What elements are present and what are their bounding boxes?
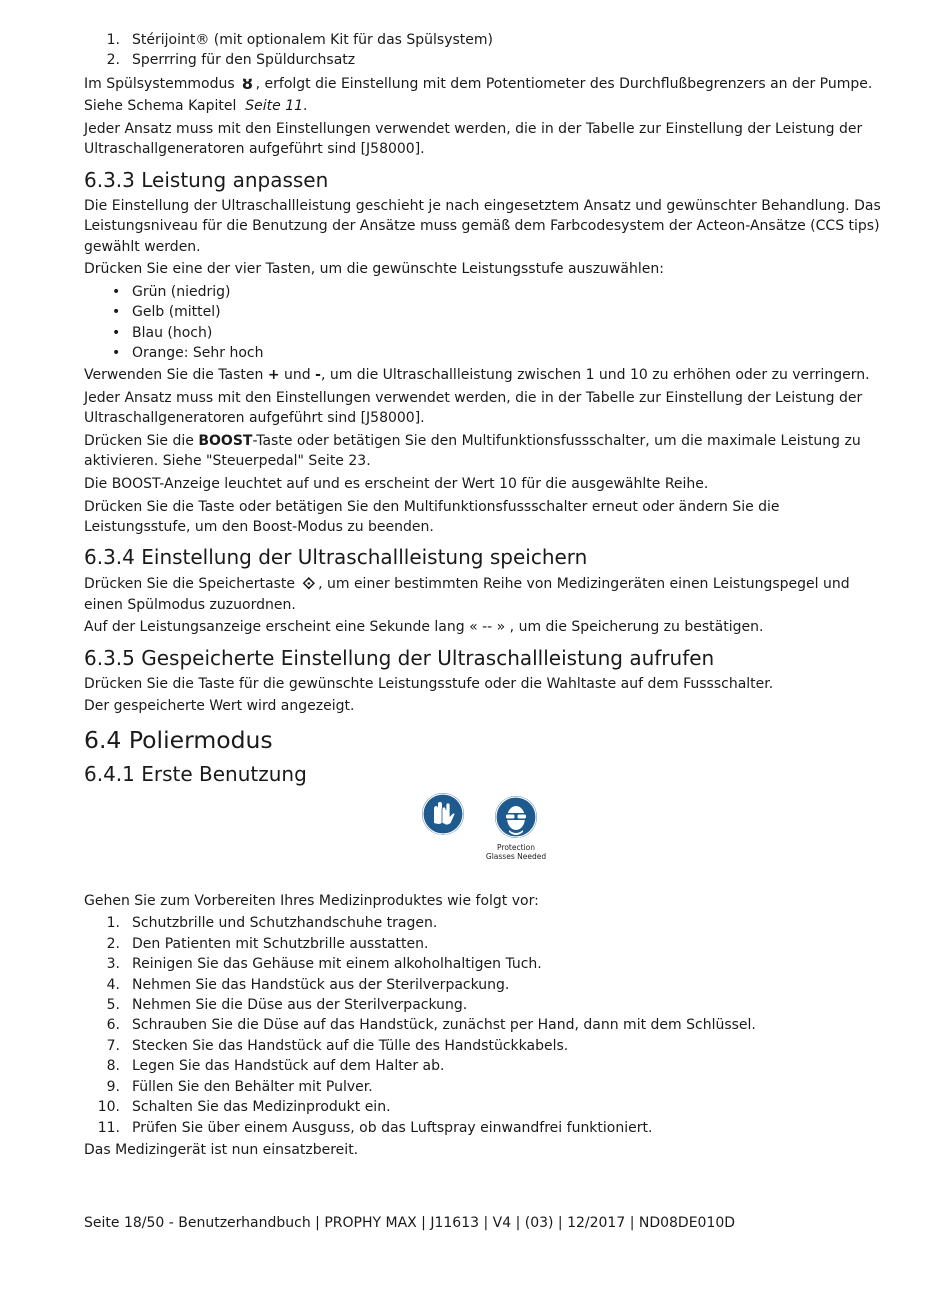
bullet-icon: • <box>112 345 121 362</box>
list-text: Den Patienten mit Schutzbrille ausstatten. <box>132 935 429 952</box>
list-item <box>84 1077 884 1097</box>
list-number: 1. <box>106 32 120 48</box>
list-text: Sperrring für den Spüldurchsatz <box>132 52 356 69</box>
list-item <box>84 1036 884 1056</box>
list-number: 4. <box>106 976 120 993</box>
icon-caption <box>481 843 551 861</box>
list-item <box>84 913 884 933</box>
list-text: Gelb (mittel) <box>132 304 221 321</box>
text: , um die Ultraschallleistung zwischen 1 und 10 zu erhöhen oder zu verringern. <box>320 367 870 384</box>
section-heading-6-3-5: 6.3.5 Gespeicherte Einstellung der Ultraschallleistung aufrufen <box>84 645 715 670</box>
bullet-icon: • <box>112 324 121 341</box>
list-text: Prüfen Sie über einem Ausguss, ob das Luftspray einwandfrei funktioniert. <box>132 1119 653 1136</box>
list-text: Blau (hoch) <box>132 324 213 341</box>
text: . <box>303 98 308 115</box>
list-number: 2. <box>106 935 120 952</box>
list-item <box>84 995 884 1015</box>
list-number: 10. <box>97 1099 120 1116</box>
text: , um einer bestimmten Reihe von Medizingeräten einen Leistungspegel und einen Spülmodus zuzuordnen. <box>84 576 850 613</box>
list-number: 7. <box>106 1037 120 1054</box>
list-item <box>84 1015 884 1035</box>
text: Drücken Sie die <box>84 433 194 450</box>
list-number: 11. <box>97 1119 120 1136</box>
list-number: 5. <box>106 997 120 1014</box>
boost-key: BOOST <box>198 433 253 450</box>
list-number: 6. <box>106 1017 120 1034</box>
paragraph-plus-minus <box>84 365 884 385</box>
list-item <box>84 30 884 50</box>
list-text: Schrauben Sie die Düse auf das Handstück, zunächst per Hand, dann mit dem Schlüssel. <box>132 1017 756 1034</box>
list-number: 8. <box>106 1058 120 1075</box>
list-item <box>84 1097 884 1117</box>
list-item <box>84 323 884 343</box>
caption-line: Protection <box>497 842 535 852</box>
list-text: Nehmen Sie das Handstück aus der Sterilverpackung. <box>132 976 510 993</box>
list-text: Füllen Sie den Behälter mit Pulver. <box>132 1078 373 1095</box>
list-text: Schalten Sie das Medizinprodukt ein. <box>132 1099 391 1116</box>
paragraph: Das Medizingerät ist nun einsatzbereit. <box>84 1141 359 1158</box>
bullet-icon: • <box>112 283 121 300</box>
document-page <box>84 30 884 1163</box>
paragraph-boost <box>84 431 884 472</box>
list-item <box>84 343 884 363</box>
list-item <box>84 282 884 302</box>
paragraph: Jeder Ansatz muss mit den Einstellungen verwendet werden, die in der Tabelle zur Einstellung der Leistung der Ultraschallgeneratoren aufgeführt sind [J58000]. <box>84 390 863 427</box>
list-item <box>84 50 884 70</box>
intro-list <box>84 30 884 71</box>
paragraph: Drücken Sie die Taste für die gewünschte Leistungsstufe oder die Wahltaste auf dem Fussschalter. <box>84 675 774 692</box>
protection-glasses-icon <box>495 796 537 838</box>
list-item <box>84 975 884 995</box>
section-heading-6-3-3: 6.3.3 Leistung anpassen <box>84 167 329 192</box>
text: Siehe Schema Kapitel <box>84 98 237 115</box>
list-text: Stérijoint® (mit optionalem Kit für das Spülsystem) <box>132 32 493 48</box>
text: , erfolgt die Einstellung mit dem Potentiometer des Durchflußbegrenzers an der Pumpe. <box>255 75 873 92</box>
list-text: Schutzbrille und Schutzhandschuhe tragen. <box>132 915 438 932</box>
paragraph-rinse-mode <box>84 73 884 94</box>
paragraph: Drücken Sie eine der vier Tasten, um die gewünschte Leistungsstufe auszuwählen: <box>84 261 664 278</box>
paragraph: Auf der Leistungsanzeige erscheint eine Sekunde lang « -- » , um die Speicherung zu bestätigen. <box>84 619 764 636</box>
list-number: 3. <box>106 956 120 973</box>
text: Drücken Sie die Speichertaste <box>84 576 296 593</box>
list-item <box>84 934 884 954</box>
safety-icons <box>84 793 884 877</box>
list-text: Legen Sie das Handstück auf dem Halter ab. <box>132 1058 445 1075</box>
text: Verwenden Sie die Tasten <box>84 367 264 384</box>
plus-key: + <box>267 367 280 384</box>
paragraph: Drücken Sie die Taste oder betätigen Sie den Multifunktionsfussschalter erneut oder ändern Sie die Leistungsstufe, um den Boost-Modus zu beenden. <box>84 498 780 536</box>
paragraph-schema-ref <box>84 96 884 116</box>
page-link[interactable]: Seite 11 <box>245 98 304 115</box>
list-number: 1. <box>106 915 120 932</box>
paragraph: Gehen Sie zum Vorbereiten Ihres Medizinproduktes wie folgt vor: <box>84 892 539 909</box>
list-text: Nehmen Sie die Düse aus der Sterilverpackung. <box>132 997 468 1014</box>
paragraph: Die BOOST-Anzeige leuchtet auf und es erscheint der Wert 10 für die ausgewählte Reihe. <box>84 476 709 493</box>
list-item <box>84 954 884 974</box>
list-number: 2. <box>106 52 120 69</box>
paragraph: Der gespeicherte Wert wird angezeigt. <box>84 698 355 715</box>
section-heading-6-4: 6.4 Poliermodus <box>84 725 273 754</box>
list-text: Orange: Sehr hoch <box>132 345 264 362</box>
minus-key: - <box>315 367 321 384</box>
list-text: Reinigen Sie das Gehäuse mit einem alkoholhaltigen Tuch. <box>132 956 542 973</box>
list-text: Grün (niedrig) <box>132 283 231 300</box>
list-item <box>84 1118 884 1138</box>
text: -Taste oder betätigen Sie den Multifunktionsfussschalter, um die maximale Leistung zu aktivieren. Siehe "Steuerpedal" Seite 23. <box>84 433 861 470</box>
section-heading-6-3-4: 6.3.4 Einstellung der Ultraschallleistung speichern <box>84 545 588 570</box>
memory-key-icon: ⟐ <box>302 574 316 594</box>
gloves-required-icon <box>422 793 464 835</box>
list-number: 9. <box>106 1078 120 1095</box>
list-text: Stecken Sie das Handstück auf die Tülle des Handstückkabels. <box>132 1037 569 1054</box>
text: Im Spülsystemmodus <box>84 75 235 92</box>
preparation-steps <box>84 913 884 1137</box>
paragraph-memory <box>84 573 884 615</box>
power-level-list <box>84 282 884 364</box>
bullet-icon: • <box>112 304 121 321</box>
page-footer: Seite 18/50 - Benutzerhandbuch | PROPHY MAX | J11613 | V4 | (03) | 12/2017 | ND08DE010D <box>84 1215 736 1231</box>
text: und <box>284 367 311 384</box>
section-heading-6-4-1: 6.4.1 Erste Benutzung <box>84 761 307 786</box>
caption-line: Glasses Needed <box>485 851 547 861</box>
paragraph: Die Einstellung der Ultraschallleistung geschieht je nach eingesetztem Ansatz und gewünschter Behandlung. Das Leistungsniveau für die Benutzung der Ansätze muss gemäß dem Farbcodesystem der Acteon-Ansätze (CCS tips) gewählt werden. <box>84 197 881 255</box>
list-item <box>84 302 884 322</box>
paragraph-settings-table: Jeder Ansatz muss mit den Einstellungen verwendet werden, die in der Tabelle zur Einstellung der Leistung der Ultraschallgeneratoren aufgeführt sind [J58000]. <box>84 121 863 158</box>
rinse-mode-icon: ȣ <box>242 73 253 93</box>
list-item <box>84 1056 884 1076</box>
